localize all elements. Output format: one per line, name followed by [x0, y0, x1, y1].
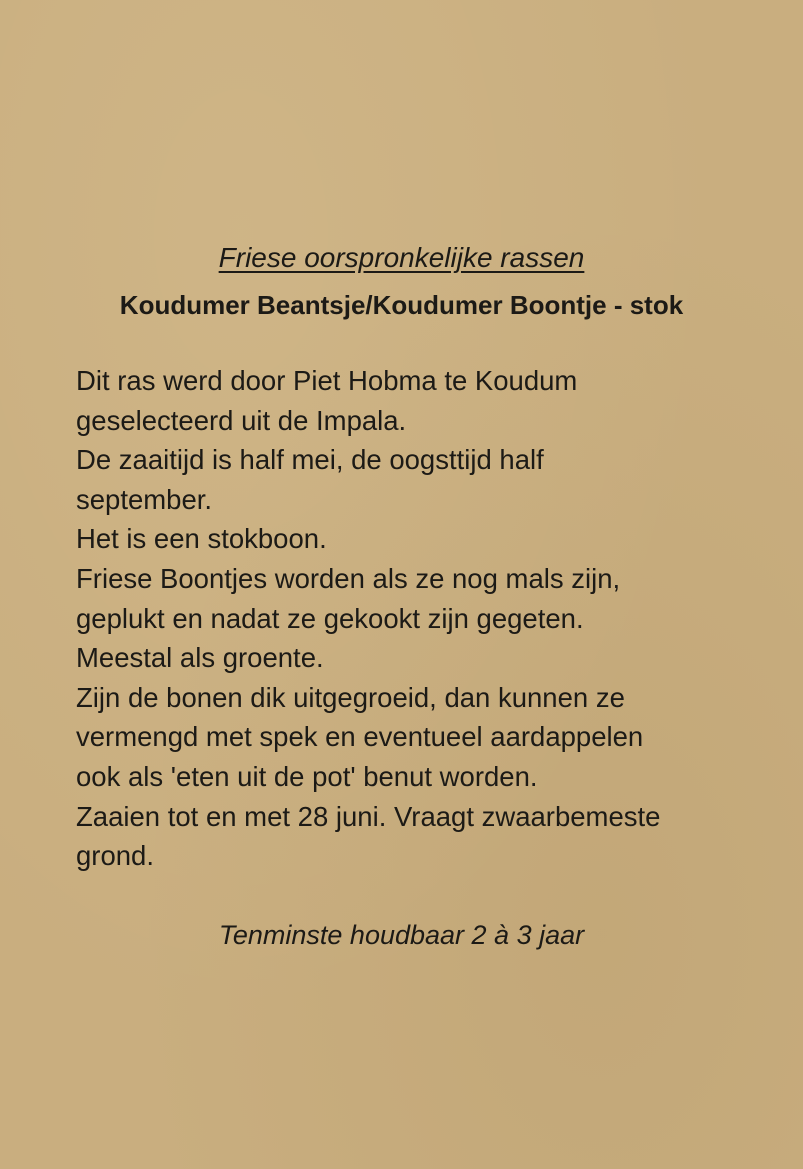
- description-line: vermengd met spek en eventueel aardappelen: [76, 721, 644, 753]
- description-line: geselecteerd uit de Impala.: [76, 404, 407, 436]
- description-line: Friese Boontjes worden als ze nog mals zijn,: [76, 562, 621, 594]
- description-line: Zaaien tot en met 28 juni. Vraagt zwaarbemeste: [76, 800, 661, 832]
- description-line: geplukt en nadat ze gekookt zijn gegeten.: [76, 602, 584, 634]
- description-line: september.: [76, 483, 213, 515]
- description-line: grond.: [76, 840, 154, 872]
- description-line: De zaaitijd is half mei, de oogsttijd half: [76, 444, 544, 476]
- shelf-life-note: Tenminste houdbaar 2 à 3 jaar: [218, 920, 585, 950]
- description-line: Meestal als groente.: [76, 642, 324, 674]
- variety-title: Koudumer Beantsje/Koudumer Boontje - stok: [119, 290, 684, 320]
- category-subtitle: Friese oorspronkelijke rassen: [218, 242, 585, 273]
- description-line: Het is een stokboon.: [76, 523, 327, 555]
- description-line: Zijn de bonen dik uitgegroeid, dan kunnen ze: [76, 681, 625, 713]
- description-line: Dit ras werd door Piet Hobma te Koudum: [76, 365, 578, 396]
- description-text: [76, 361, 776, 876]
- description-line: ook als 'eten uit de pot' benut worden.: [76, 760, 538, 792]
